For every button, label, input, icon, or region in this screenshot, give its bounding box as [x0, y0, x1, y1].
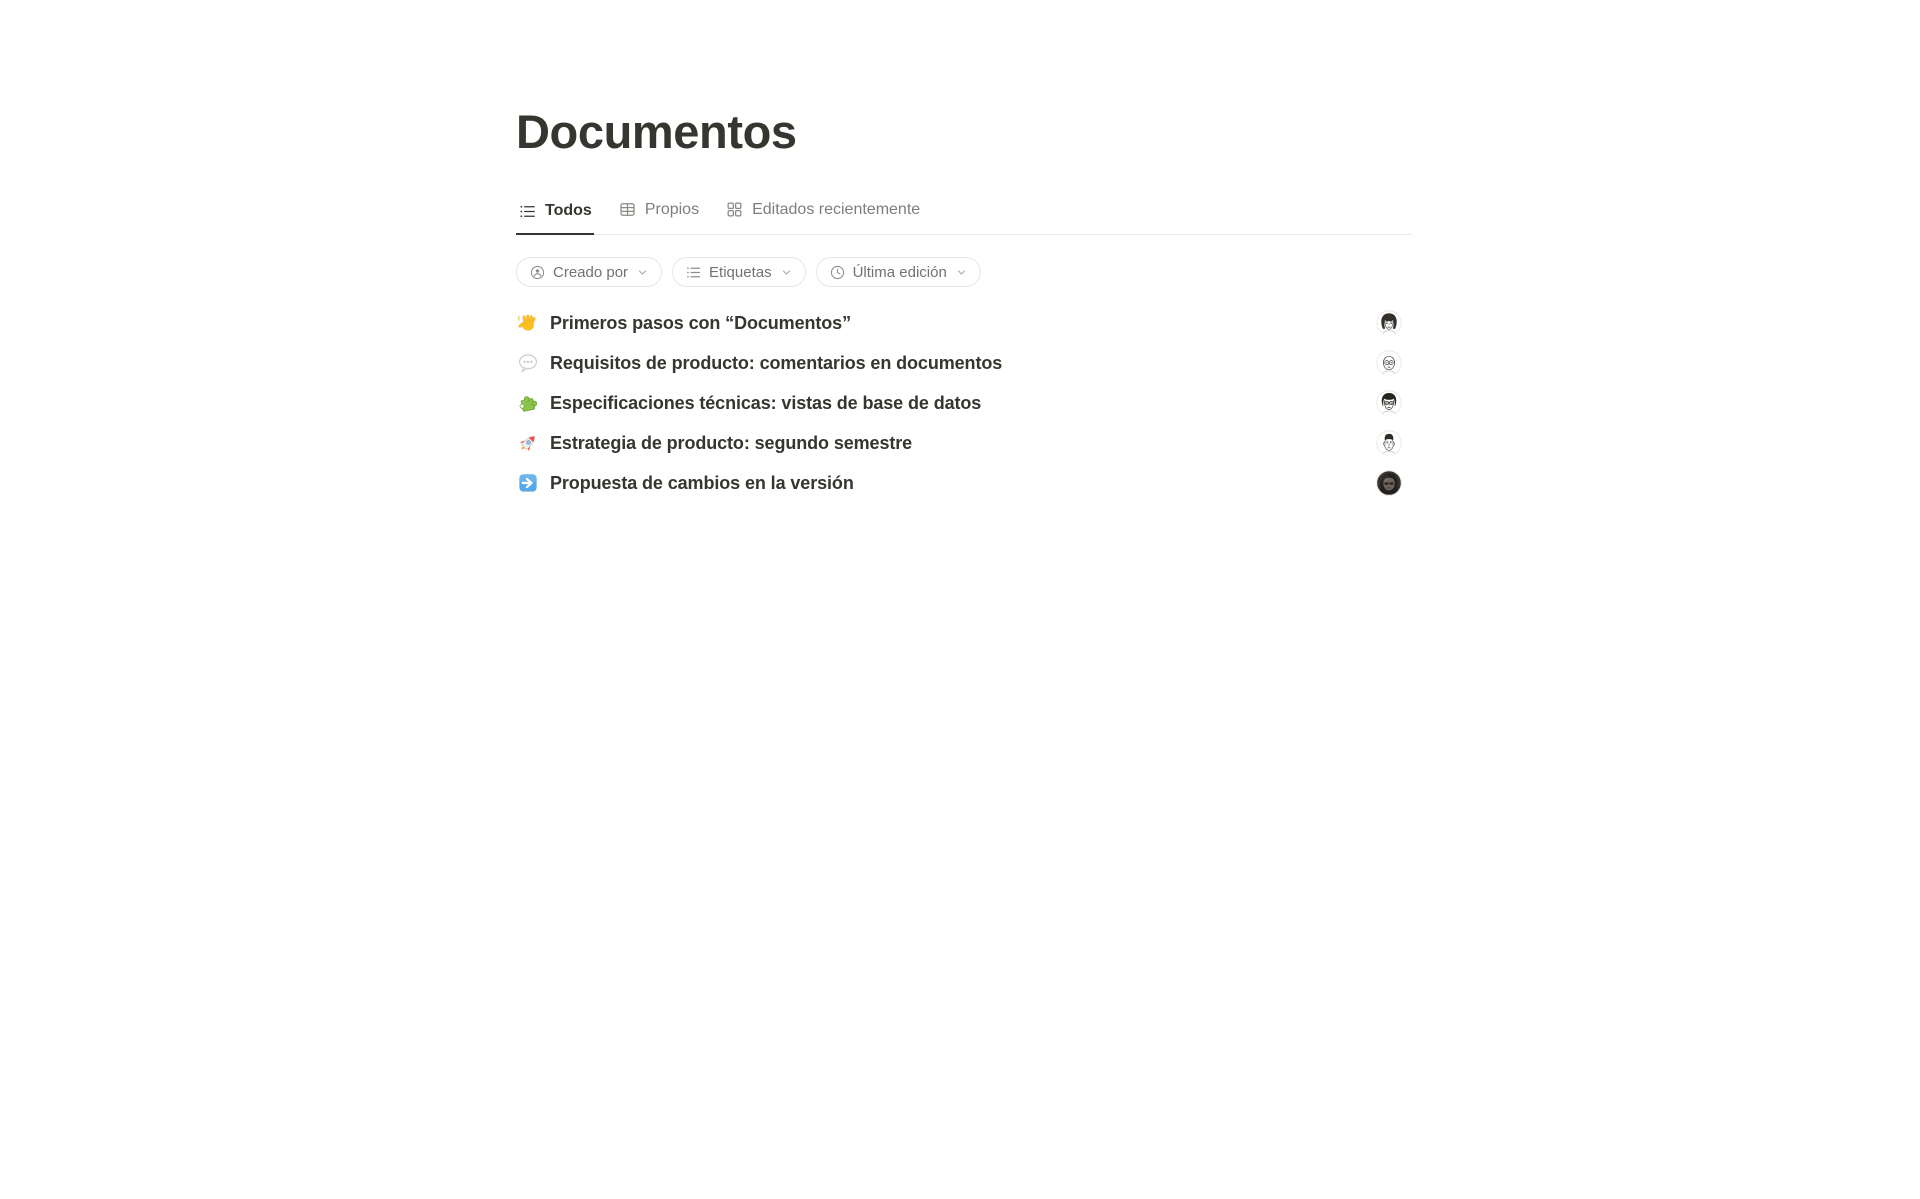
list-item[interactable] — [516, 383, 1412, 423]
chevron-down-icon — [636, 266, 649, 279]
clock-icon — [829, 264, 846, 281]
tab-todos[interactable] — [516, 196, 594, 236]
bulleted-list-icon — [685, 264, 702, 281]
document-title: Propuesta de cambios en la versión — [550, 472, 854, 493]
tab-editados-recientemente[interactable] — [723, 194, 922, 234]
person-circle-icon — [529, 264, 546, 281]
filter-created-by[interactable] — [516, 257, 662, 287]
avatar — [1376, 470, 1402, 496]
right-arrow-icon — [516, 471, 540, 495]
avatar — [1376, 310, 1402, 336]
filter-bar — [516, 257, 1412, 287]
chevron-down-icon — [955, 266, 968, 279]
document-title: Requisitos de producto: comentarios en documentos — [550, 352, 1003, 373]
list-item[interactable] — [516, 423, 1412, 463]
filter-etiquetas[interactable] — [672, 257, 806, 287]
bulleted-list-icon — [518, 202, 537, 221]
list-item[interactable] — [516, 343, 1412, 383]
avatar — [1376, 390, 1402, 416]
avatar — [1376, 430, 1402, 456]
page-title: Documentos — [516, 105, 797, 158]
waving-hand-icon — [516, 311, 540, 335]
document-title: Primeros pasos con “Documentos” — [550, 312, 851, 333]
tab-propios[interactable] — [616, 194, 701, 234]
grid-icon — [725, 200, 744, 219]
document-title: Estrategia de producto: segundo semestre — [550, 432, 913, 453]
documents-page — [516, 104, 1412, 503]
view-tabs — [516, 194, 1412, 235]
document-title: Especificaciones técnicas: vistas de base de datos — [550, 392, 982, 413]
chevron-down-icon — [780, 266, 793, 279]
avatar — [1376, 350, 1402, 376]
filter-ultima-edicion[interactable] — [816, 257, 981, 287]
list-item[interactable] — [516, 463, 1412, 503]
filter-label: Última edición — [852, 263, 947, 281]
filter-label: Creado por — [553, 263, 629, 281]
document-list — [516, 303, 1412, 503]
filter-label: Etiquetas — [709, 263, 772, 281]
rocket-icon — [516, 431, 540, 455]
puzzle-piece-icon — [516, 391, 540, 415]
table-icon — [618, 200, 637, 219]
tab-label: Editados recientemente — [752, 200, 921, 218]
tab-label: Propios — [644, 200, 700, 218]
tab-label: Todos — [545, 202, 592, 219]
list-item[interactable] — [516, 303, 1412, 343]
speech-balloon-icon — [516, 351, 540, 375]
